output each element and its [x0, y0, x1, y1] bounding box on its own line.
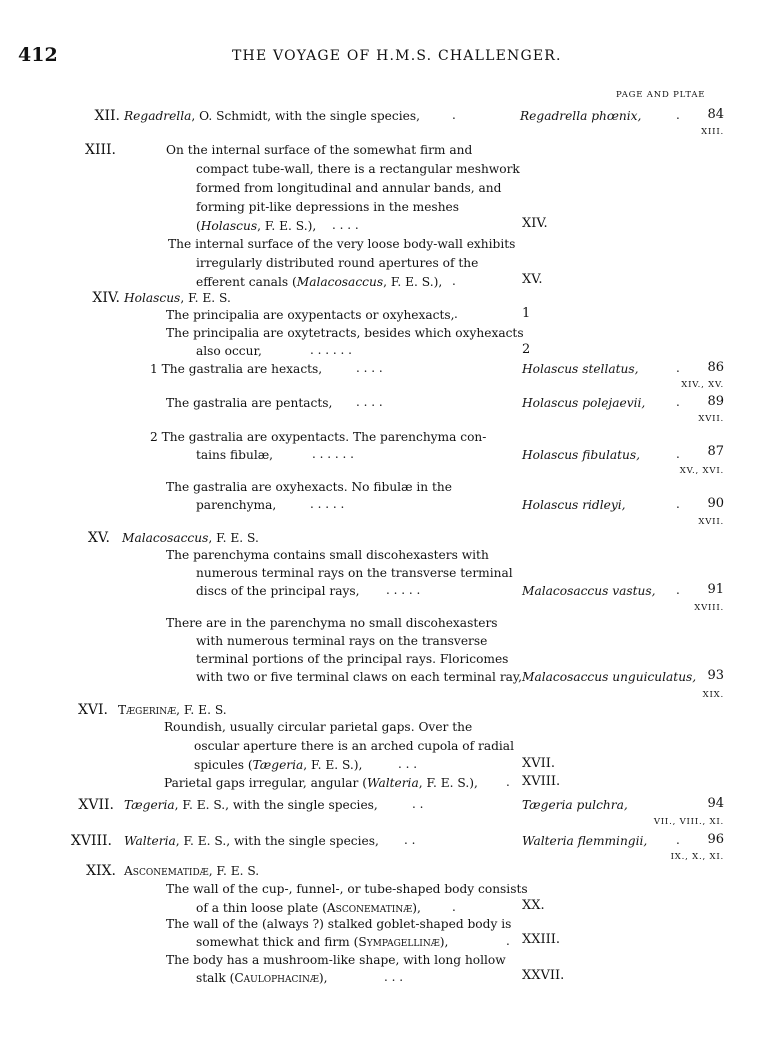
couplet-text: terminal portions of the principal rays. Floricomes: [196, 652, 509, 666]
couplet-text: with numerous terminal rays on the transverse: [196, 634, 488, 648]
leader-dots: . . . . . .: [310, 343, 352, 357]
couplet-text: somewhat thick and firm (Sympagellinæ),: [196, 935, 449, 949]
key-ref: XX.: [522, 898, 545, 913]
couplet-text: The gastralia are pentacts,: [166, 396, 333, 410]
entry-text: Walteria, F. E. S., with the single species,: [124, 834, 379, 848]
leader-dots: . . . . .: [386, 583, 421, 597]
column-heading: PAGE AND PLTAE: [616, 90, 706, 100]
leader-dots: . . .: [398, 757, 418, 771]
page-ref: 91: [707, 582, 724, 597]
page-ref: 86: [707, 360, 724, 375]
leader-dots: . . . .: [356, 395, 383, 409]
couplet-text: compact tube-wall, there is a rectangular meshwork: [196, 162, 520, 176]
leader-dots: .: [676, 361, 680, 375]
couplet-text: The wall of the (always ?) stalked goblet-shaped body is: [166, 917, 512, 931]
leader-dots: .: [506, 775, 510, 789]
page-ref: 84: [707, 107, 724, 122]
couplet-text: 1 The gastralia are hexacts,: [150, 362, 323, 376]
plate-ref: XVII.: [698, 414, 724, 424]
entry-number: XIII.: [84, 142, 116, 158]
leader-dots: .: [676, 833, 680, 847]
page-ref: 89: [707, 394, 724, 409]
leader-dots: . . . . . .: [312, 447, 354, 461]
couplet-text: (Holascus, F. E. S.),: [196, 219, 317, 233]
couplet-text: The principalia are oxytetracts, besides which oxyhexacts: [166, 326, 524, 340]
species-name: Holascus stellatus,: [522, 362, 639, 376]
entry-text: Malacosaccus, F. E. S.: [122, 531, 259, 545]
plate-ref: IX., X., XI.: [670, 852, 724, 862]
entry-number: XVIII.: [70, 833, 112, 849]
entry-number: XIV.: [92, 290, 120, 306]
couplet-text: efferent canals (Malacosaccus, F. E. S.),: [196, 275, 443, 289]
key-ref: XXIII.: [522, 932, 561, 947]
couplet-text: Roundish, usually circular parietal gaps. Over the: [164, 720, 473, 734]
leader-dots: .: [506, 934, 510, 948]
entry-text: Regadrella, O. Schmidt, with the single species,: [124, 109, 420, 123]
page-ref: 90: [707, 496, 724, 511]
couplet-text: numerous terminal rays on the transverse terminal: [196, 566, 513, 580]
entry-number: XVI.: [77, 702, 108, 718]
plate-ref: XIV., XV.: [681, 380, 724, 390]
plate-ref: XVII.: [698, 517, 724, 527]
leader-dots: . . . . .: [310, 497, 345, 511]
species-name: Holascus polejaevii,: [522, 396, 646, 410]
page-ref: 87: [707, 444, 724, 459]
species-name: Tægeria pulchra,: [522, 798, 628, 812]
couplet-text: with two or five terminal claws on each terminal ray,: [196, 670, 523, 684]
key-ref: XV.: [522, 272, 543, 287]
couplet-text: irregularly distributed round apertures of the: [196, 256, 479, 270]
couplet-text: The internal surface of the very loose body-wall exhibits: [168, 237, 516, 251]
couplet-text: The gastralia are oxyhexacts. No fibulæ in the: [166, 480, 452, 494]
plate-ref: XV., XVI.: [679, 466, 724, 476]
key-ref: XIV.: [522, 216, 548, 231]
couplet-text: parenchyma,: [196, 498, 277, 512]
couplet-text: The body has a mushroom-like shape, with long hollow: [166, 953, 506, 967]
couplet-text: stalk (Caulophacinæ),: [196, 971, 328, 985]
leader-dots: . . . .: [332, 218, 359, 232]
entry-text: Holascus, F. E. S.: [124, 291, 231, 305]
key-ref: XXVII.: [522, 968, 565, 983]
species-name: Holascus fibulatus,: [522, 448, 641, 462]
entry-text: Asconematidæ, F. E. S.: [124, 864, 260, 878]
plate-ref: XIX.: [702, 690, 724, 700]
species-name: Holascus ridleyi,: [522, 498, 626, 512]
leader-dots: .: [676, 395, 680, 409]
entry-number: XV.: [87, 530, 110, 546]
couplet-text: The wall of the cup-, funnel-, or tube-shaped body consists: [166, 882, 528, 896]
entry-number: XII.: [94, 108, 120, 124]
leader-dots: .: [676, 108, 680, 122]
couplet-text: oscular aperture there is an arched cupola of radial: [194, 739, 514, 753]
species-name: Malacosaccus unguiculatus,: [522, 670, 697, 684]
leader-dots: . .: [404, 833, 416, 847]
entry-text: Tægeria, F. E. S., with the single species,: [124, 798, 378, 812]
key-ref: XVIII.: [522, 774, 561, 789]
plate-ref: XIII.: [701, 127, 724, 137]
leader-dots: .: [452, 900, 456, 914]
leader-dots: . . . .: [356, 361, 383, 375]
couplet-text: Parietal gaps irregular, angular (Walteria, F. E. S.),: [164, 776, 478, 790]
leader-dots: .: [676, 447, 680, 461]
leader-dots: .: [676, 583, 680, 597]
couplet-text: of a thin loose plate (Asconematinæ),: [196, 901, 421, 915]
leader-dots: .: [454, 307, 458, 321]
couplet-text: forming pit-like depressions in the meshes: [196, 200, 460, 214]
couplet-text: discs of the principal rays,: [196, 584, 360, 598]
key-ref: 1: [522, 306, 531, 321]
page-number: 412: [18, 44, 58, 66]
couplet-text: also occur,: [196, 344, 262, 358]
plate-ref: XVIII.: [694, 603, 724, 613]
species-name: Walteria flemmingii,: [522, 834, 648, 848]
couplet-text: spicules (Tægeria, F. E. S.),: [194, 758, 363, 772]
couplet-text: The parenchyma contains small discohexasters with: [166, 548, 489, 562]
species-name: Malacosaccus vastus,: [522, 584, 656, 598]
plate-ref: VII., VIII., XI.: [653, 817, 724, 827]
species-name: Regadrella phœnix,: [520, 109, 642, 123]
leader-dots: .: [452, 274, 456, 288]
couplet-text: 2 The gastralia are oxypentacts. The parenchyma con-: [150, 430, 487, 444]
page-ref: 93: [707, 668, 724, 683]
leader-dots: .: [676, 497, 680, 511]
key-ref: XVII.: [522, 756, 556, 771]
leader-dots: .: [452, 108, 456, 122]
couplet-text: formed from longitudinal and annular bands, and: [196, 181, 502, 195]
couplet-text: On the internal surface of the somewhat firm and: [166, 143, 473, 157]
couplet-text: The principalia are oxypentacts or oxyhexacts,: [166, 308, 455, 322]
couplet-text: tains fibulæ,: [196, 448, 274, 462]
leader-dots: . . .: [384, 970, 404, 984]
page-ref: 96: [707, 832, 724, 847]
entry-number: XVII.: [78, 797, 114, 813]
entry-text: Tægerinæ, F. E. S.: [118, 703, 227, 717]
running-title: THE VOYAGE OF H.M.S. CHALLENGER.: [232, 48, 562, 64]
entry-number: XIX.: [86, 863, 116, 879]
couplet-text: There are in the parenchyma no small discohexasters: [166, 616, 498, 630]
page-ref: 94: [707, 796, 724, 811]
leader-dots: . .: [412, 797, 424, 811]
key-ref: 2: [522, 342, 531, 357]
